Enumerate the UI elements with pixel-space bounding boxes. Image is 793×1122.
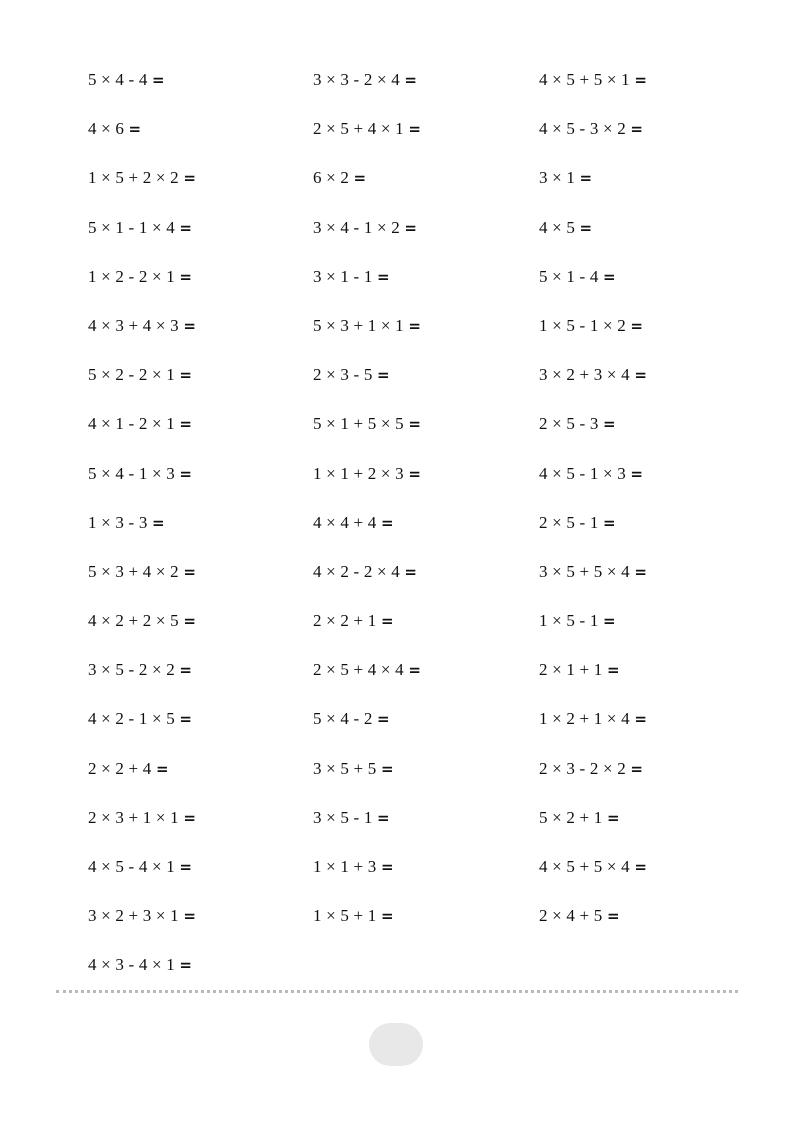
equals-sign: = [183, 562, 197, 581]
equals-sign: = [179, 661, 193, 680]
equals-sign: = [408, 464, 422, 483]
problem-item: 5 × 4 - 2 = [313, 709, 390, 729]
equals-sign: = [634, 71, 648, 89]
problem-item: 1 × 1 + 2 × 3 = [313, 463, 422, 483]
equals-sign: = [408, 316, 422, 335]
problem-item: 4 × 5 + 5 × 4 = [539, 857, 648, 876]
equals-sign: = [179, 464, 193, 483]
equals-sign: = [183, 612, 197, 631]
problem-item: 5 × 4 - 4 = [88, 70, 165, 89]
problem-item: 1 × 5 - 1 = [539, 611, 616, 631]
problem-item: 2 × 4 + 5 = [539, 906, 620, 926]
problem-item: 2 × 5 - 1 = [539, 512, 616, 532]
page-number-badge [369, 1023, 423, 1066]
problem-item: 3 × 1 - 1 = [313, 266, 390, 286]
problem-item: 3 × 5 - 1 = [313, 807, 390, 827]
dotted-divider [56, 990, 738, 993]
problem-item: 3 × 5 - 2 × 2 = [88, 660, 193, 680]
problem-item: 5 × 3 + 4 × 2 = [88, 561, 197, 581]
problem-item: 4 × 1 - 2 × 1 = [88, 414, 193, 434]
equals-sign: = [404, 562, 418, 581]
problem-item: 4 × 6 = [88, 119, 142, 139]
equals-sign: = [606, 661, 620, 680]
problem-item: 5 × 3 + 1 × 1 = [313, 315, 422, 335]
equals-sign: = [603, 415, 616, 434]
equals-sign: = [179, 858, 193, 876]
equals-sign: = [630, 120, 644, 139]
equals-sign: = [603, 513, 616, 532]
problem-item: 5 × 2 + 1 = [539, 807, 620, 827]
equals-sign: = [179, 218, 193, 237]
problem-item: 1 × 5 + 1 = [313, 906, 394, 926]
equals-sign: = [630, 464, 644, 483]
problem-item: 4 × 5 + 5 × 1 = [539, 70, 648, 89]
problem-item: 2 × 3 - 5 = [313, 365, 390, 385]
equals-sign: = [404, 71, 418, 89]
equals-sign: = [183, 907, 197, 926]
equals-sign: = [179, 366, 193, 385]
problem-item: 4 × 5 - 3 × 2 = [539, 119, 644, 139]
equals-sign: = [183, 808, 197, 827]
problem-item: 5 × 2 - 2 × 1 = [88, 365, 193, 385]
equals-sign: = [606, 907, 620, 926]
equals-sign: = [634, 366, 648, 385]
equals-sign: = [179, 267, 193, 286]
equals-sign: = [377, 366, 390, 385]
problem-item: 4 × 2 + 2 × 5 = [88, 611, 197, 631]
equals-sign: = [179, 415, 193, 434]
equals-sign: = [408, 661, 422, 680]
equals-sign: = [377, 808, 390, 827]
equals-sign: = [404, 218, 418, 237]
problem-item: 5 × 1 + 5 × 5 = [313, 414, 422, 434]
problem-item: 2 × 2 + 1 = [313, 611, 394, 631]
equals-sign: = [634, 562, 648, 581]
equals-sign: = [155, 759, 169, 778]
problem-item: 4 × 2 - 2 × 4 = [313, 561, 418, 581]
problem-item: 2 × 2 + 4 = [88, 758, 169, 778]
problem-item: 4 × 5 = [539, 217, 593, 237]
equals-sign: = [179, 710, 193, 729]
problem-item: 3 × 1 = [539, 168, 593, 188]
problem-item: 6 × 2 = [313, 168, 367, 188]
equals-sign: = [606, 808, 620, 827]
problem-item: 1 × 2 - 2 × 1 = [88, 266, 193, 286]
equals-sign: = [183, 316, 197, 335]
equals-sign: = [634, 858, 648, 876]
problem-item: 3 × 4 - 1 × 2 = [313, 217, 418, 237]
problem-item: 1 × 5 + 2 × 2 = [88, 168, 197, 188]
equals-sign: = [353, 169, 367, 188]
equals-sign: = [630, 316, 644, 335]
equals-sign: = [634, 710, 648, 729]
equals-sign: = [377, 267, 390, 286]
problem-item: 4 × 3 + 4 × 3 = [88, 315, 197, 335]
equals-sign: = [377, 710, 390, 729]
equals-sign: = [152, 71, 165, 89]
equals-sign: = [128, 120, 142, 139]
equals-sign: = [380, 513, 394, 532]
problem-item: 3 × 2 + 3 × 4 = [539, 365, 648, 385]
problem-item: 5 × 4 - 1 × 3 = [88, 463, 193, 483]
problem-item: 2 × 3 + 1 × 1 = [88, 807, 197, 827]
problem-item: 2 × 5 + 4 × 1 = [313, 119, 422, 139]
equals-sign: = [603, 612, 616, 631]
problem-item: 2 × 3 - 2 × 2 = [539, 758, 644, 778]
equals-sign: = [380, 612, 394, 631]
equals-sign: = [380, 858, 394, 876]
equals-sign: = [579, 169, 593, 188]
problem-item: 4 × 5 - 4 × 1 = [88, 857, 193, 876]
problem-item: 3 × 5 + 5 × 4 = [539, 561, 648, 581]
equals-sign: = [152, 513, 165, 532]
equals-sign: = [183, 169, 197, 188]
equals-sign: = [579, 218, 593, 237]
problem-item: 1 × 2 + 1 × 4 = [539, 709, 648, 729]
problem-item: 4 × 3 - 4 × 1 = [88, 955, 193, 975]
problem-item: 1 × 3 - 3 = [88, 512, 165, 532]
problem-item: 3 × 2 + 3 × 1 = [88, 906, 197, 926]
problem-item: 2 × 5 + 4 × 4 = [313, 660, 422, 680]
problem-item: 4 × 5 - 1 × 3 = [539, 463, 644, 483]
problem-grid [88, 66, 728, 1001]
problem-item: 1 × 1 + 3 = [313, 857, 394, 876]
equals-sign: = [408, 120, 422, 139]
equals-sign: = [630, 759, 644, 778]
equals-sign: = [179, 956, 193, 975]
problem-item: 1 × 5 - 1 × 2 = [539, 315, 644, 335]
equals-sign: = [408, 415, 422, 434]
problem-item: 2 × 5 - 3 = [539, 414, 616, 434]
problem-item: 3 × 3 - 2 × 4 = [313, 70, 418, 89]
equals-sign: = [380, 759, 394, 778]
equals-sign: = [380, 907, 394, 926]
problem-item: 2 × 1 + 1 = [539, 660, 620, 680]
problem-item: 4 × 4 + 4 = [313, 512, 394, 532]
problem-item: 5 × 1 - 4 = [539, 266, 616, 286]
problem-item: 4 × 2 - 1 × 5 = [88, 709, 193, 729]
problem-item: 5 × 1 - 1 × 4 = [88, 217, 193, 237]
equals-sign: = [603, 267, 616, 286]
problem-item: 3 × 5 + 5 = [313, 758, 394, 778]
